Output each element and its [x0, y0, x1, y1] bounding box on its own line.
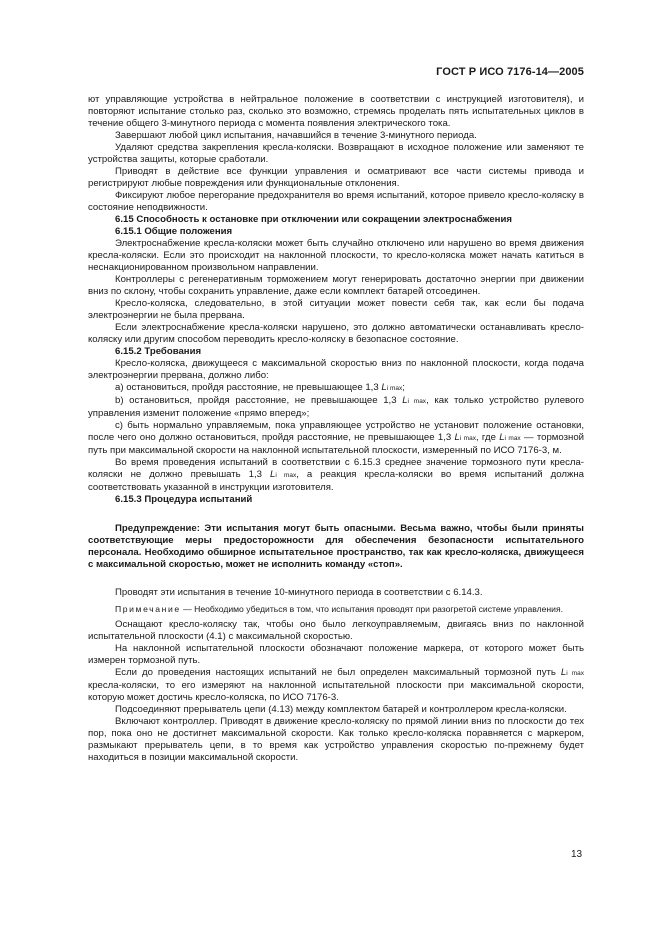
page-number: 13: [571, 849, 583, 860]
paragraph: На наклонной испытательной плоскости обозначают положение маркера, от которого может быть измерен тормозной путь.: [88, 643, 584, 666]
paragraph: Если электроснабжение кресла-коляски нарушено, это должно автоматически останавливать кресло-коляску или другим способом переводить кресло-коляску в безопасное состояние.: [88, 322, 584, 345]
paragraph: Приводят в действие все функции управления и осматривают все части системы привода и регистрируют любые повреждения или функциональные отклонения.: [88, 166, 584, 189]
paragraph: Во время проведения испытаний в соответствии с 6.15.3 среднее значение тормозного пути кресла-коляски не должно превышать 1,3 Li max, а реакция кресла-коляски во время испытаний должна соответствовать указанной в инструкции изготовителя.: [88, 457, 585, 493]
paragraph: Оснащают кресло-коляску так, чтобы оно было легкоуправляемым, двигаясь вниз по наклонной испытательной плоскости (4.1) с максимальной скоростью.: [88, 619, 584, 642]
paragraph: Кресло-коляска, движущееся с максимальной скоростью вниз по наклонной плоскости, когда подача электроэнергии прервана, должно либо:: [88, 358, 584, 381]
paragraph: Удаляют средства закрепления кресла-коляски. Возвращают в исходное положение или заменяют те устройства защиты, которые сработали.: [88, 142, 584, 165]
paragraph: Контроллеры с регенеративным торможением могут генерировать достаточно энергии при движении вниз по склону, чтобы сохранить управление, даже если комплект батарей отсоединен.: [88, 274, 584, 297]
paragraph: Подсоединяют прерыватель цепи (4.13) между комплектом батарей и контроллером кресла-коляски.: [115, 704, 567, 715]
paragraph: ют управляющие устройства в нейтральное положение в соответствии с инструкцией изготовителя), и повторяют испытание столько раз, сколько это возможно, стремясь проделать пять испытательных циклов в течение общего 3-минутного периода с момента появления электрического тока.: [88, 94, 584, 129]
section-heading-6-15-2: 6.15.2 Требования: [115, 346, 202, 357]
paragraph: Включают контроллер. Приводят в движение кресло-коляску по прямой линии вниз по плоскости до тех пор, пока оно не достигнет максимальной скорости. Как только кресло-коляска поравняется с маркером, размыкают прерыватель цепи, в то время как устройство управления скоростью по-прежнему будет находиться в позиции максимальной скорости.: [88, 716, 584, 763]
list-item-c: c) быть нормально управляемым, пока управляющее устройство не установит положение остановки, после чего оно должно остановиться, пройдя расстояние, не превышающее 1,3 Li max, где Li max — тормозной путь при максимальной скорости на наклонной испытательной плоскости, измеренный по ИСО 7176-3, м.: [88, 420, 585, 456]
paragraph: Кресло-коляска, следовательно, в этой ситуации может повести себя так, как если бы подача электроэнергии не была прервана.: [88, 298, 584, 321]
note: Примечание — Необходимо убедиться в том, что испытания проводят при разогретой системе управления.: [115, 604, 563, 614]
list-item-a: a) остановиться, пройдя расстояние, не превышающее 1,3 Li max;: [115, 382, 405, 393]
paragraph: Электроснабжение кресла-коляски может быть случайно отключено или нарушено во время движения кресла-коляски. Если это происходит на наклонной плоскости, то кресло-коляска может начать катиться в неснакционированном произвольном направлении.: [88, 238, 584, 273]
section-heading-6-15-3: 6.15.3 Процедура испытаний: [115, 494, 253, 505]
list-item-b: b) остановиться, пройдя расстояние, не превышающее 1,3 Li max, как только устройство рулевого управления изменит положение «прямо вперед»;: [88, 395, 585, 419]
paragraph: Завершают любой цикл испытания, начавшийся в течение 3-минутного периода.: [115, 130, 477, 141]
section-heading-6-15: 6.15 Способность к остановке при отключении или сокращении электроснабжения: [115, 214, 512, 225]
document-body: [88, 94, 584, 764]
paragraph: Если до проведения настоящих испытаний не был определен максимальный тормозной путь Li max кресла-коляски, то его измеряют на наклонной испытательной плоскости при максимальной скорости, которую может достичь кресло-коляска, по ИСО 7176-3.: [88, 667, 584, 703]
warning-paragraph: Предупреждение: Эти испытания могут быть опасными. Весьма важно, чтобы были приняты соответствующие меры предосторожности для обеспечения безопасности испытательного персонала. Необходимо обширное испытательное пространство, так как кресло-коляска, движущееся с максимальной скоростью, может не исполнить команду «стоп».: [88, 523, 584, 570]
note-label: Примечание: [115, 604, 181, 614]
section-heading-6-15-1: 6.15.1 Общие положения: [115, 226, 233, 237]
paragraph: Фиксируют любое перегорание предохранителя во время испытаний, которое привело кресло-коляску в состояние неподвижности.: [88, 190, 584, 213]
paragraph: Проводят эти испытания в течение 10-минутного периода в соответствии с 6.14.3.: [115, 587, 483, 598]
page-header: ГОСТ Р ИСО 7176-14—2005: [436, 66, 584, 78]
